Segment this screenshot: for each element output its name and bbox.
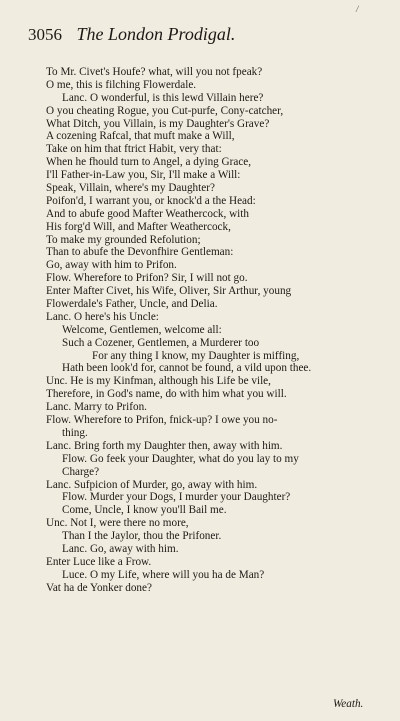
running-title: The London Prodigal. (76, 24, 236, 44)
text-line: Hath been look'd for, cannot be found, a vild upon thee. (62, 362, 312, 375)
text-line: I'll Father-in-Law you, Sir, I'll make a Will: (46, 169, 241, 182)
text-line: Than I the Jaylor, thou the Prifoner. (62, 530, 222, 543)
text-line: Lanc. Go, away with him. (62, 542, 179, 555)
catchword: Weath. (333, 698, 364, 710)
text-line: When he fhould turn to Angel, a dying Grace, (46, 156, 252, 169)
text-line: thing. (62, 426, 88, 439)
text-line: Flow. Wherefore to Prifon, fnick-up? I owe you no- (46, 414, 278, 427)
text-line: Take on him that ftrict Habit, very that: (46, 143, 222, 156)
text-line: His forg'd Will, and Mafter Weathercock, (46, 220, 231, 233)
stage-direction: For any thing I know, my Daughter is miffing, (92, 349, 300, 362)
text-line: Flow. Go feek your Daughter, what do you lay to my (62, 452, 299, 465)
text-line: To Mr. Civet's Houfe? what, will you not fpeak? (46, 66, 263, 78)
text-line: Vat ha de Yonker done? (46, 581, 152, 594)
text-line: Enter Luce like a Frow. (46, 555, 152, 568)
text-line: Unc. He is my Kinfman, although his Life be vile, (46, 375, 271, 388)
text-line: Welcome, Gentlemen, welcome all: (62, 323, 222, 336)
text-line: Poifon'd, I warrant you, or knock'd a the Head: (46, 194, 256, 207)
text-line: A cozening Rafcal, that muft make a Will, (46, 130, 235, 143)
text-line: Than to abufe the Devonfhire Gentleman: (46, 246, 234, 259)
text-line: Lanc. Bring forth my Daughter then, away with him. (46, 439, 283, 452)
text-line: Lanc. Marry to Prifon. (46, 401, 147, 414)
text-line: Speak, Villain, where's my Daughter? (46, 182, 215, 195)
text-line: Go, away with him to Prifon. (46, 259, 177, 272)
text-line: O me, this is filching Flowerdale. (46, 78, 197, 91)
text-line: Luce. O my Life, where will you ha de Man? (62, 568, 265, 581)
text-line: Lanc. O here's his Uncle: (46, 310, 159, 323)
page-number: 3056 (28, 25, 62, 44)
text-line: Come, Uncle, I know you'll Bail me. (62, 504, 227, 517)
text-line: Therefore, in God's name, do with him what you will. (46, 388, 287, 401)
running-head (28, 24, 368, 48)
text-line: To make my grounded Refolution; (46, 233, 201, 246)
text-line: Flowerdale's Father, Uncle, and Delia. (46, 298, 218, 311)
text-line: What Ditch, you Villain, is my Daughter's Grave? (46, 117, 270, 130)
text-line: Charge? (62, 465, 100, 478)
text-line: Enter Mafter Civet, his Wife, Oliver, Sir Arthur, young (46, 285, 292, 298)
text-line: Unc. Not I, were there no more, (46, 517, 189, 530)
text-line: And to abufe good Mafter Weathercock, with (46, 207, 249, 220)
stage-direction: Such a Cozener, Gentlemen, a Murderer too (62, 336, 260, 349)
text-line: Flow. Wherefore to Prifon? Sir, I will not go. (46, 272, 248, 285)
text-line: Lanc. O wonderful, is this lewd Villain here? (62, 91, 264, 104)
play-text (46, 66, 384, 595)
text-line: Lanc. Sufpicion of Murder, go, away with him. (46, 478, 258, 491)
margin-mark: / (356, 4, 359, 14)
text-line: O you cheating Rogue, you Cut-purfe, Cony-catcher, (46, 104, 284, 117)
text-line: Flow. Murder your Dogs, I murder your Daughter? (62, 491, 291, 504)
